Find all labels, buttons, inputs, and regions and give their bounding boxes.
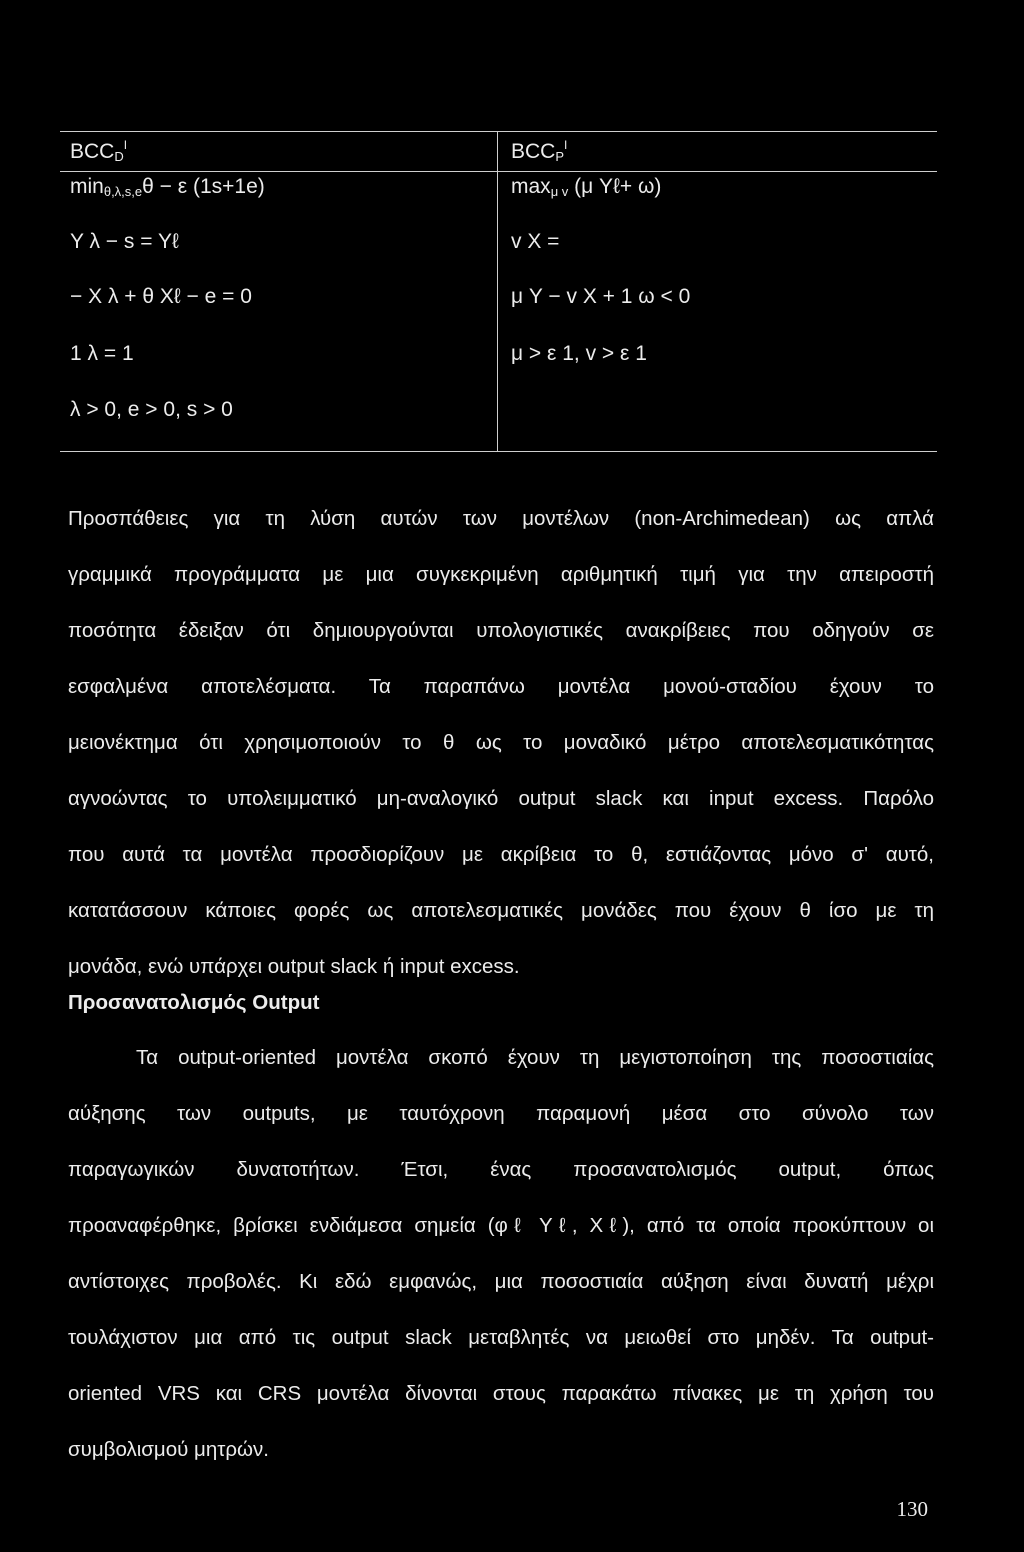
paragraph-2-line: παραγωγικών δυνατοτήτων. Έτσι, ένας προσανατολισμός output, όπως <box>68 1158 934 1181</box>
left-constraint-1: Y λ − s = Yℓ <box>70 230 179 253</box>
left-objective: $\min_{\theta,\lambda,s,e}\theta - \varepsilon$ (1s+1e) <box>70 175 265 199</box>
table-top-rule <box>60 131 937 132</box>
section-heading: Προσανατολισμός Output <box>68 991 320 1014</box>
section-heading-container <box>68 975 934 1031</box>
left-constraint-2: − X λ + θ Xℓ − e = 0 <box>70 285 252 308</box>
right-constraint-2: μ Y − v X + 1 ω < 0 <box>511 285 691 308</box>
paragraph-2-line: αντίστοιχες προβολές. Κι εδώ εμφανώς, μια ποσοστιαία αύξηση είναι δυνατή μέχρι <box>68 1270 934 1293</box>
paragraph-2-line: αύξησης των outputs, με ταυτόχρονη παραμονή μέσα στο σύνολο των <box>68 1102 934 1125</box>
left-constraint-4: λ > 0, e > 0, s > 0 <box>70 398 233 421</box>
paragraph-2 <box>68 1030 934 1478</box>
right-constraint-1: v X = <box>511 230 560 253</box>
paragraph-2-line: τουλάχιστον μια από τις output slack μεταβλητές να μειωθεί στο μηδέν. Τα output- <box>68 1326 934 1349</box>
paragraph-1-line: μονάδα, ενώ υπάρχει output slack ή input excess. <box>68 955 520 978</box>
paragraph-1-line: που αυτά τα μοντέλα προσδιορίζουν με ακρίβεια το θ, εστιάζοντας μόνο σ' αυτό, <box>68 843 934 866</box>
paragraph-1-line: Προσπάθειες για τη λύση αυτών των μοντέλων (non-Archimedean) ως απλά <box>68 507 934 530</box>
paragraph-1-line: γραμμικά προγράμματα με μια συγκεκριμένη αριθμητική τιμή για την απειροστή <box>68 563 934 586</box>
paragraph-1-line: αγνοώντας το υπολειμματικό μη-αναλογικό output slack και input excess. Παρόλο <box>68 787 934 810</box>
table-header-rule <box>60 171 937 172</box>
right-objective: $\max_{\mu v} (\mu$ Yℓ+ ω) <box>511 175 662 199</box>
paragraph-2-line: συμβολισμού μητρών. <box>68 1438 269 1461</box>
paragraph-2-line: προαναφέρθηκε, βρίσκει ενδιάμεσα σημεία (φℓ Yℓ, Xℓ), από τα οποία προκύπτουν οι <box>68 1214 934 1237</box>
paragraph-2-line: oriented VRS και CRS μοντέλα δίνονται στους παρακάτω πίνακες με τη χρήση του <box>68 1382 934 1405</box>
paragraph-2-line: Τα output-oriented μοντέλα σκοπό έχουν τη μεγιστοποίηση της ποσοστιαίας <box>136 1046 934 1069</box>
right-column-header: $BCC_P^I$ <box>511 138 568 164</box>
paragraph-1-line: εσφαλμένα αποτελέσματα. Τα παραπάνω μοντέλα μονού-σταδίου έχουν το <box>68 675 934 698</box>
right-constraint-3: μ > ε 1, v > ε 1 <box>511 342 647 365</box>
page-number: 130 <box>896 1497 928 1521</box>
left-column-header: $BCC_D^I$ <box>70 138 128 164</box>
paragraph-1-line: κατατάσσουν κάποιες φορές ως αποτελεσματικές μονάδες που έχουν θ ίσο με τη <box>68 899 934 922</box>
table-bottom-rule <box>60 451 937 452</box>
table-column-divider <box>497 131 498 451</box>
paragraph-1-line: μειονέκτημα ότι χρησιμοποιούν το θ ως το μοναδικό μέτρο αποτελεσματικότητας <box>68 731 934 754</box>
paragraph-1-line: ποσότητα έδειξαν ότι δημιουργούνται υπολογιστικές ανακρίβειες που οδηγούν σε <box>68 619 934 642</box>
left-constraint-3: 1 λ = 1 <box>70 342 134 365</box>
paragraph-1 <box>68 491 934 995</box>
